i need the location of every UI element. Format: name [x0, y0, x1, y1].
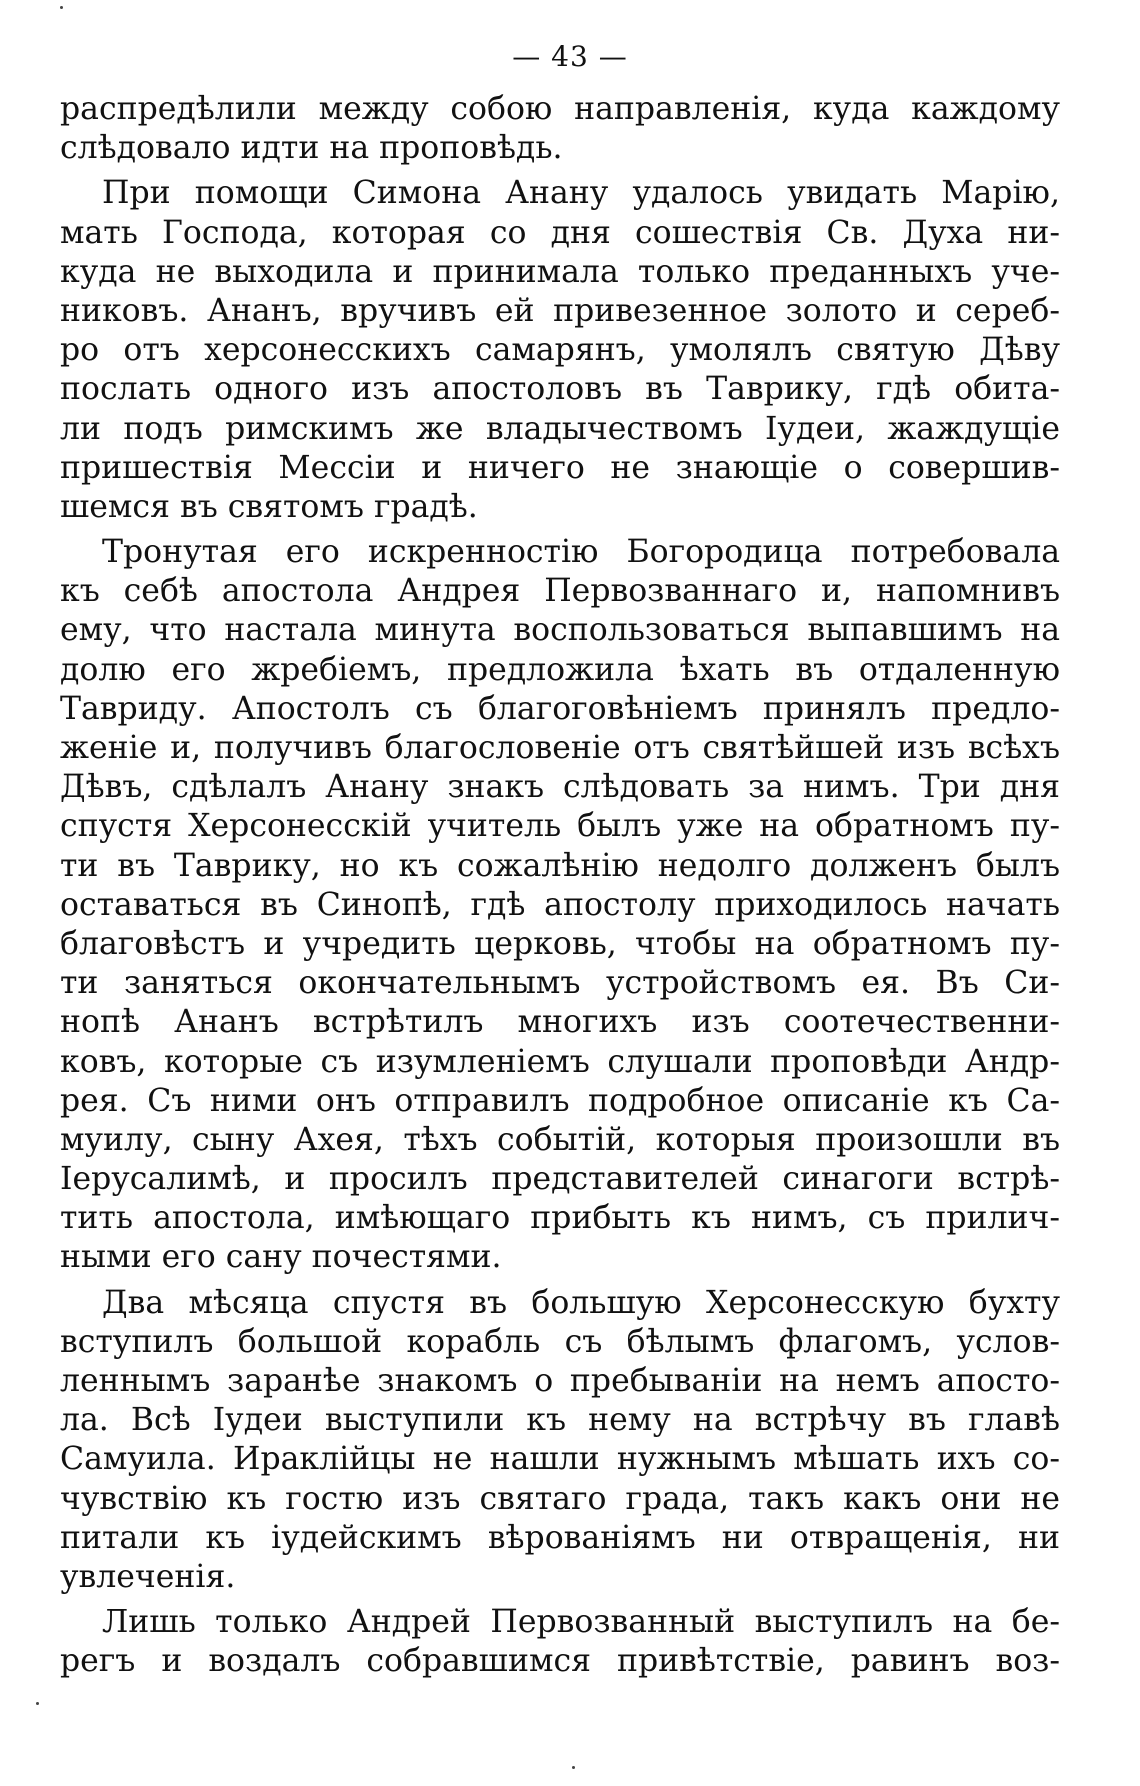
- text-line: питали къ іудейскимъ вѣрованіямъ ни отвращенія, ни: [60, 1519, 1060, 1556]
- text-line: Тронутая его искренностію Богородица потребовала: [102, 534, 1060, 571]
- body-text: [60, 90, 1060, 1688]
- text-line: ро отъ херсонесскихъ самарянъ, умолялъ святую Дѣву: [60, 332, 1060, 369]
- scan-speck: [36, 1702, 39, 1705]
- scan-speck: [572, 1766, 575, 1769]
- text-line: чувствію къ гостю изъ святаго града, такъ какъ они не: [60, 1480, 1060, 1517]
- text-line: регъ и воздалъ собравшимся привѣтствіе, равинъ воз-: [60, 1643, 1060, 1680]
- text-line: тить апостола, имѣющаго прибыть къ нимъ, съ прилич-: [60, 1200, 1060, 1237]
- text-line: муилу, сыну Ахея, тѣхъ событій, которыя произошли въ: [60, 1121, 1060, 1158]
- paragraph: [60, 174, 1060, 527]
- text-line: оставаться въ Синопѣ, гдѣ апостолу приходилось начать: [60, 886, 1060, 923]
- text-line: Дѣвъ, сдѣлалъ Анану знакъ слѣдовать за нимъ. Три дня: [60, 769, 1060, 806]
- text-line: вступилъ большой корабль съ бѣлымъ флагомъ, услов-: [60, 1323, 1060, 1360]
- text-line: благовѣстъ и учредить церковь, чтобы на обратномъ пу-: [60, 925, 1060, 962]
- text-line: распредѣлили между собою направленія, куда каждому: [60, 91, 1060, 127]
- text-line: къ себѣ апостола Андрея Первозваннаго и, напомнивъ: [60, 573, 1060, 610]
- text-line: мать Господа, которая со дня сошествія Св. Духа ни-: [60, 214, 1060, 251]
- text-line: долю его жребіемъ, предложила ѣхать въ отдаленную: [60, 651, 1060, 688]
- paragraph: [60, 533, 1060, 1278]
- text-line: Лишь только Андрей Первозванный выступилъ на бе-: [102, 1604, 1060, 1641]
- text-line: спустя Херсонесскій учитель былъ уже на обратномъ пу-: [60, 808, 1060, 845]
- text-line: леннымъ заранѣе знакомъ о пребываніи на немъ апосто-: [60, 1363, 1060, 1399]
- text-line: Два мѣсяца спустя въ большую Херсонесскую бухту: [102, 1284, 1060, 1321]
- text-line: ными его сану почестями.: [60, 1239, 502, 1276]
- text-line: ти заняться окончательнымъ устройствомъ ея. Въ Си-: [60, 965, 1060, 1002]
- text-line: ла. Всѣ Іудеи выступили къ нему на встрѣчу въ главѣ: [60, 1402, 1060, 1439]
- paragraph: [60, 1284, 1060, 1598]
- text-line: пришествія Мессіи и ничего не знающіе о совершив-: [60, 449, 1060, 486]
- text-line: Тавриду. Апостолъ съ благоговѣніемъ принялъ предло-: [60, 690, 1060, 727]
- text-line: ти въ Таврику, но къ сожалѣнію недолго долженъ былъ: [60, 847, 1060, 884]
- text-line: шемся въ святомъ градѣ.: [60, 488, 478, 525]
- text-line: ли подъ римскимъ же владычествомъ Іудеи, жаждущіе: [60, 410, 1060, 447]
- text-line: послать одного изъ апостоловъ въ Таврику, гдѣ обита-: [60, 371, 1060, 408]
- paragraph: [60, 1603, 1060, 1681]
- text-line: слѣдовало идти на проповѣдь.: [60, 130, 563, 167]
- scan-speck: [60, 6, 63, 9]
- paragraph: [60, 90, 1060, 168]
- text-line: нопѣ Ананъ встрѣтилъ многихъ изъ соотечественни-: [60, 1004, 1060, 1041]
- text-line: никовъ. Ананъ, вручивъ ей привезенное золото и сереб-: [60, 292, 1060, 329]
- page-number: — 43 —: [512, 40, 628, 73]
- text-line: рея. Съ ними онъ отправилъ подробное описаніе къ Са-: [60, 1082, 1060, 1119]
- text-line: ковъ, которые съ изумленіемъ слушали проповѣди Андр-: [60, 1043, 1060, 1080]
- text-line: женіе и, получивъ благословеніе отъ святѣйшей изъ всѣхъ: [60, 730, 1060, 766]
- text-line: При помощи Симона Анану удалось увидать Марію,: [102, 175, 1060, 212]
- text-line: ему, что настала минута воспользоваться выпавшимъ на: [60, 612, 1060, 649]
- text-line: увлеченія.: [60, 1558, 236, 1595]
- text-line: Іерусалимѣ, и просилъ представителей синагоги встрѣ-: [60, 1161, 1060, 1198]
- text-line: Самуила. Ираклійцы не нашли нужнымъ мѣшать ихъ со-: [60, 1441, 1060, 1478]
- text-line: куда не выходила и принимала только преданныхъ уче-: [60, 253, 1060, 290]
